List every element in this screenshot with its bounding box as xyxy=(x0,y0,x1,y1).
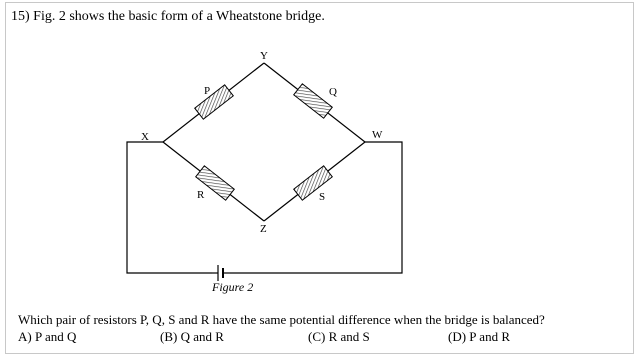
option-d[interactable]: (D) P and R xyxy=(448,329,510,344)
resistor-label-q: Q xyxy=(329,86,337,98)
resistor-label-p: P xyxy=(204,85,211,97)
question-title: 15) Fig. 2 shows the basic form of a Wheatstone bridge. xyxy=(11,9,325,24)
figure-caption: Figure 2 xyxy=(212,280,254,294)
battery-cell xyxy=(212,265,230,281)
node-label-y: Y xyxy=(260,50,268,62)
question-text: Which pair of resistors P, Q, S and R have the same potential difference when the bridge is balanced? xyxy=(18,312,545,327)
resistor-s xyxy=(294,166,333,200)
option-a[interactable]: A) P and Q xyxy=(18,329,77,344)
node-label-x: X xyxy=(141,131,149,143)
option-b[interactable]: (B) Q and R xyxy=(160,329,224,344)
wire-x-lead xyxy=(127,142,212,273)
option-c[interactable]: (C) R and S xyxy=(308,329,370,344)
bridge-wires xyxy=(127,63,402,273)
resistor-p xyxy=(195,85,234,119)
wire-w-lead xyxy=(230,142,402,273)
answer-options xyxy=(18,328,618,346)
node-label-w: W xyxy=(372,129,383,141)
resistor-label-s: S xyxy=(319,191,326,203)
node-label-z: Z xyxy=(260,223,267,235)
resistor-q xyxy=(294,84,333,118)
resistor-label-r: R xyxy=(197,189,205,201)
